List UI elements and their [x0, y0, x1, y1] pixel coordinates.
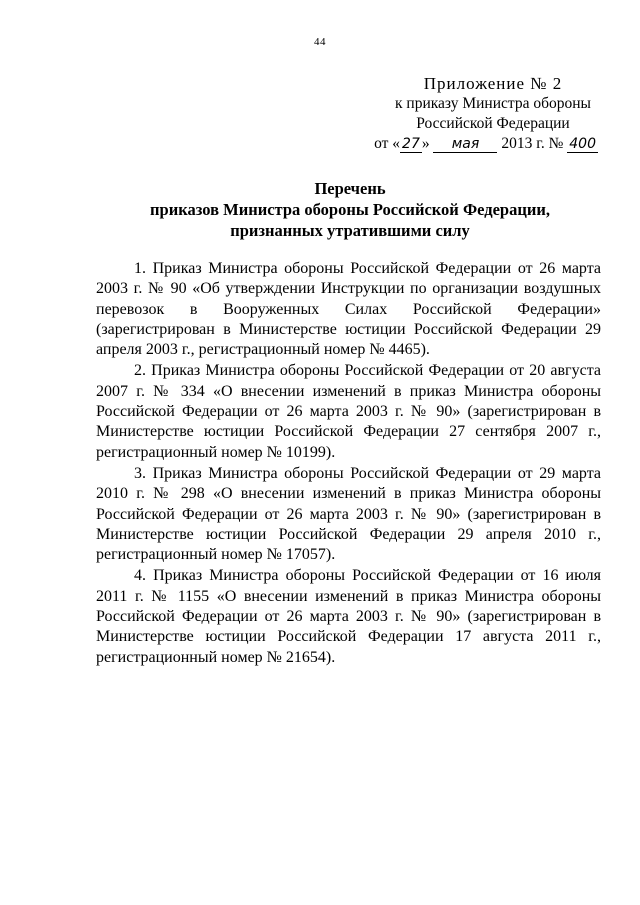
appendix-block: [358, 74, 598, 154]
list-item: 2. Приказ Министра обороны Российской Федерации от 20 августа 2007 г. № 334 «О внесении изменений в приказ Министра обороны Российской Федерации от 26 марта 2003 г. № 90» (зарегистрирован в Министерстве юстиции Российской Федерации 27 сентября 2007 г., регистрационный номер № 10199).: [96, 362, 601, 461]
handwritten-month: мая: [433, 136, 497, 153]
appendix-line-federation: Российской Федерации: [416, 115, 570, 132]
appendix-line-order: к приказу Министра обороны: [395, 95, 591, 112]
date-year: 2013 г. №: [501, 135, 564, 152]
handwritten-number: 400: [569, 136, 596, 152]
date-prefix: от «: [374, 135, 401, 152]
appendix-title: Приложение № 2: [423, 74, 563, 93]
handwritten-day: 27: [402, 136, 420, 152]
date-mid: »: [421, 135, 430, 152]
list-item: 1. Приказ Министра обороны Российской Федерации от 26 марта 2003 г. № 90 «Об утверждении Инструкции по организации воздушных перевозок в Вооруженных Силах Российской Федерации» (зарегистрирован в Министерстве юстиции Российской Федерации 29 апреля 2003 г., регистрационный номер № 4465).: [96, 260, 601, 359]
list-item: 3. Приказ Министра обороны Российской Федерации от 29 марта 2010 г. № 298 «О внесении изменений в приказ Министра обороны Российской Федерации от 26 марта 2003 г. № 90» (зарегистрирован в Министерстве юстиции Российской Федерации 29 апреля 2010 г., регистрационный номер № 17057).: [96, 464, 601, 564]
heading-line-2: приказов Министра обороны Российской Федерации,: [150, 200, 550, 219]
document-heading: [100, 178, 600, 241]
list-item: 4. Приказ Министра обороны Российской Федерации от 16 июля 2011 г. № 1155 «О внесении изменений в приказ Министра обороны Российской Федерации от 26 марта 2003 г. № 90» (зарегистрирован в Министерстве юстиции Российской Федерации 17 августа 2011 г., регистрационный номер № 21654).: [96, 567, 601, 666]
heading-line-3: признанных утратившими силу: [230, 221, 470, 240]
heading-line-1: Перечень: [314, 179, 386, 198]
page-number: 44: [314, 36, 326, 48]
orders-list: [96, 259, 601, 669]
appendix-date-line: [358, 134, 598, 154]
